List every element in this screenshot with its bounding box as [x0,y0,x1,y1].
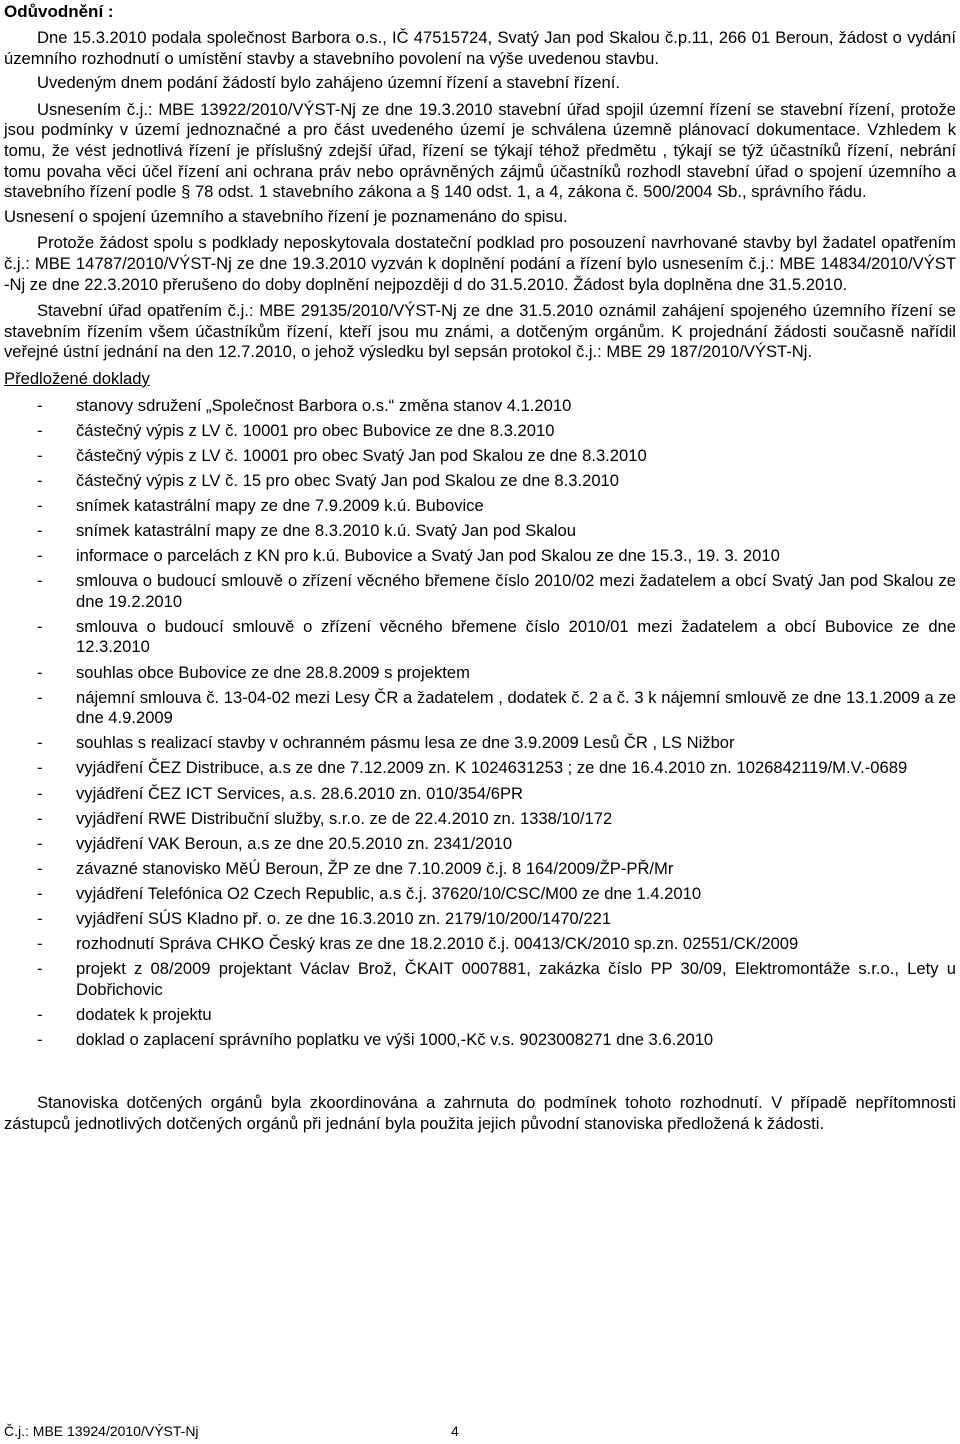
list-dash: - [37,662,43,682]
paragraph-hearing: Stavební úřad opatřením č.j.: MBE 29135/2010/VÝST-Nj ze dne 31.5.2010 oznámil zahájení spojeného územního řízení se stavebním řízením všem účastníkům řízení, kteří jsou mu známi, a dotčeným orgánům. K projednání žádosti současně nařídil veřejné ústní jednání na den 12.7.2010, o jehož výsledku byl sepsán protokol č.j.: MBE 29 187/2010/VÝST-Nj. [4,301,956,362]
document-item [4,421,956,442]
document-item-text: vyjádření VAK Beroun, a.s ze dne 20.5.2010 zn. 2341/2010 [76,833,513,853]
list-dash: - [37,908,43,928]
document-item [4,733,956,754]
list-dash: - [37,1004,43,1024]
document-item-text: nájemní smlouva č. 13-04-02 mezi Lesy ČR a žadatelem , dodatek č. 2 a č. 3 k nájemní smlouvě ze dne 13.1.2009 a ze dne 4.9.2009 [76,687,956,728]
list-dash: - [37,858,43,878]
document-item-text: částečný výpis z LV č. 15 pro obec Svatý Jan pod Skalou ze dne 8.3.2010 [76,470,620,490]
document-item-text: částečný výpis z LV č. 10001 pro obec Svatý Jan pod Skalou ze dne 8.3.2010 [76,445,647,465]
list-dash: - [37,470,43,490]
document-item [4,859,956,880]
document-item [4,909,956,930]
list-dash: - [37,616,43,636]
document-item [4,471,956,492]
list-dash: - [37,571,43,591]
document-item-text: smlouva o budoucí smlouvě o zřízení věcného břemene číslo 2010/01 mezi žadatelem a obcí Bubovice ze dne 12.3.2010 [76,616,956,657]
document-item-text: částečný výpis z LV č. 10001 pro obec Bubovice ze dne 8.3.2010 [76,420,555,440]
document-item [4,396,956,417]
paragraph-application: Dne 15.3.2010 podala společnost Barbora o.s., IČ 47515724, Svatý Jan pod Skalou č.p.11, 266 01 Beroun, žádost o vydání územního rozhodnutí o umístění stavby a stavebního povolení na výše uvedenou stavbu. [4,28,956,68]
document-item [4,688,956,729]
document-item-text: stanovy sdružení „Společnost Barbora o.s.“ změna stanov 4.1.2010 [76,395,572,415]
document-item [4,446,956,467]
list-dash: - [37,495,43,515]
document-item [4,617,956,658]
list-dash: - [37,546,43,566]
paragraph-proceedings-start: Uvedeným dnem podání žádostí bylo zahájeno územní řízení a stavební řízení. [37,73,620,93]
document-item-text: snímek katastrální mapy ze dne 8.3.2010 k.ú. Svatý Jan pod Skalou [76,520,576,540]
list-dash: - [37,959,43,979]
documents-list [4,396,956,1051]
document-item-text: vyjádření SÚS Kladno př. o. ze dne 16.3.2010 zn. 2179/10/200/1470/221 [76,908,612,928]
document-item-text: snímek katastrální mapy ze dne 7.9.2009 k.ú. Bubovice [76,495,484,515]
document-item-text: rozhodnutí Správa CHKO Český kras ze dne 18.2.2010 č.j. 00413/CK/2010 sp.zn. 02551/CK/2009 [76,934,799,954]
list-dash: - [37,687,43,707]
list-dash: - [37,783,43,803]
document-item-text: informace o parcelách z KN pro k.ú. Bubovice a Svatý Jan pod Skalou ze dne 15.3., 19. 3. 2010 [76,546,780,566]
paragraph-merge-noted: Usnesení o spojení územního a stavebního řízení je poznamenáno do spisu. [4,206,568,226]
document-item-text: vyjádření ČEZ Distribuce, a.s ze dne 7.12.2009 zn. K 1024631253 ; ze dne 16.4.2010 zn. 1026842119/M.V.-0689 [76,758,908,778]
document-item [4,1030,956,1051]
paragraph-statements: Stanoviska dotčených orgánů byla zkoordinována a zahrnuta do podmínek tohoto rozhodnutí. V případě nepřítomnosti zástupců jednotlivých dotčených orgánů při jednání byla použita jejich původní stanoviska předložená k žádosti. [4,1093,956,1133]
document-item [4,884,956,905]
document-item-text: závazné stanovisko MěÚ Beroun, ŽP ze dne 7.10.2009 č.j. 8 164/2009/ŽP-PŘ/Mr [76,858,674,878]
list-dash: - [37,420,43,440]
document-item-text: doklad o zaplacení správního poplatku ve výši 1000,-Kč v.s. 9023008271 dne 3.6.2010 [76,1029,714,1049]
document-item [4,663,956,684]
document-item [4,834,956,855]
page-number: 4 [451,1423,459,1439]
document-item [4,809,956,830]
document-item-text: souhlas obce Bubovice ze dne 28.8.2009 s projektem [76,662,470,682]
footer-reference: Č.j.: MBE 13924/2010/VÝST-Nj [4,1423,199,1439]
section-heading: Odůvodnění : [4,2,114,21]
document-item [4,959,956,1000]
list-dash: - [37,883,43,903]
list-dash: - [37,833,43,853]
list-dash: - [37,808,43,828]
paragraph-interruption: Protože žádost spolu s podklady neposkytovala dostateční podklad pro posouzení navrhované stavby byl žadatel opatřením č.j.: MBE 14787/2010/VÝST-Nj ze dne 19.3.2010 vyzván k doplnění podání a řízení bylo usnesením č.j.: MBE 14834/2010/VÝST -Nj ze dne 22.3.2010 přerušeno do doby doplnění nejpozději d do 31.5.2010. Žádost byla doplněna dne 31.5.2010. [4,233,956,294]
document-item [4,496,956,517]
document-item [4,934,956,955]
document-item-text: dodatek k projektu [76,1004,212,1024]
document-item-text: smlouva o budoucí smlouvě o zřízení věcného břemene číslo 2010/02 mezi žadatelem a obcí Svatý Jan pod Skalou ze dne 19.2.2010 [76,571,956,611]
documents-title: Předložené doklady [4,368,150,388]
document-item [4,1005,956,1026]
list-dash: - [37,395,43,415]
paragraph-merge-resolution: Usnesením č.j.: MBE 13922/2010/VÝST-Nj ze dne 19.3.2010 stavební úřad spojil územní řízení se stavební řízení, protože jsou podmínky v území jednoznačné a pro část uvedeného území je schválena územně plánovací dokumentace. Vzhledem k tomu, že vést jednotlivá řízení je příslušný zdejší úřad, řízení se týkají téhož předmětu , týkají se týž účastníků řízení, nebrání tomu povaha věci účel řízení ani ochrana práv nebo oprávněných zájmů účastníků rozhodl stavební úřad o spojení územního a stavebního řízení podle § 78 odst. 1 stavebního zákona a § 140 odst. 1, a 4, zákona č. 500/2004 Sb., správního řádu. [4,99,956,202]
document-item-text: vyjádření Telefónica O2 Czech Republic, a.s č.j. 37620/10/CSC/M00 ze dne 1.4.2010 [76,883,702,903]
list-dash: - [37,733,43,753]
document-item-text: souhlas s realizací stavby v ochranném pásmu lesa ze dne 3.9.2009 Lesů ČR , LS Nižbor [76,733,735,753]
document-item [4,521,956,542]
document-item [4,571,956,612]
list-dash: - [37,758,43,778]
list-dash: - [37,1029,43,1049]
document-item-text: vyjádření ČEZ ICT Services, a.s. 28.6.2010 zn. 010/354/6PR [76,783,524,803]
document-item [4,758,956,779]
list-dash: - [37,520,43,540]
document-item [4,546,956,567]
document-item [4,784,956,805]
list-dash: - [37,445,43,465]
list-dash: - [37,934,43,954]
document-item-text: vyjádření RWE Distribuční služby, s.r.o. ze de 22.4.2010 zn. 1338/10/172 [76,808,613,828]
document-item-text: projekt z 08/2009 projektant Václav Brož, ČKAIT 0007881, zakázka číslo PP 30/09, Elektromontáže s.r.o., Lety u Dobřichovic [76,959,956,999]
